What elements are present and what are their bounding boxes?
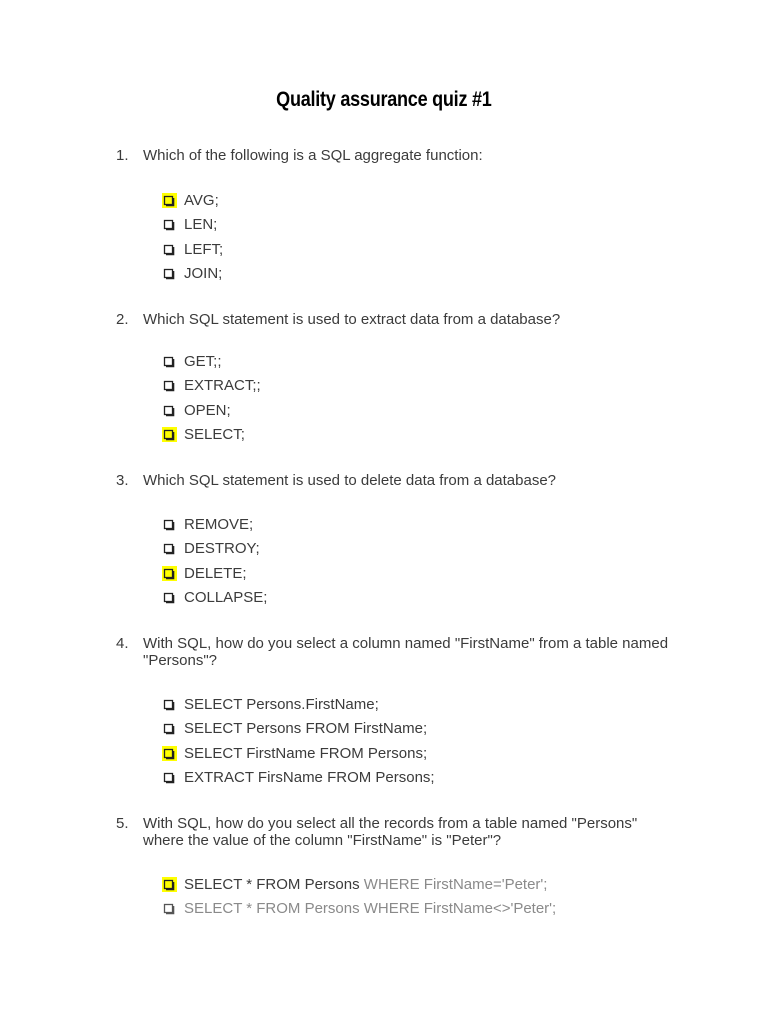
options-list-4: [162, 693, 682, 790]
options-list-5: [162, 873, 682, 922]
checkbox-icon[interactable]: [162, 721, 177, 736]
option-left[interactable]: [162, 238, 682, 262]
option-where-not-peter[interactable]: [162, 897, 682, 921]
page-title: Quality assurance quiz #1: [276, 88, 492, 111]
option-label-part: SELECT * FROM Persons: [184, 876, 364, 893]
option-extract-firsname[interactable]: [162, 766, 682, 790]
option-join[interactable]: [162, 262, 682, 286]
checkbox-icon[interactable]: [162, 193, 177, 208]
question-text: Which SQL statement is used to extract data from a database?: [143, 311, 561, 328]
option-label: LEFT;: [184, 240, 224, 258]
checkbox-icon[interactable]: [162, 746, 177, 761]
option-delete[interactable]: [162, 562, 682, 586]
checkbox-icon[interactable]: [162, 517, 177, 532]
checkbox-icon[interactable]: [162, 403, 177, 418]
question-number: 4.: [116, 635, 129, 652]
option-label-part-faded: WHERE FirstName='Peter';: [363, 876, 548, 893]
question-text: With SQL, how do you select a column named "FirstName" from a table named "Persons"?: [143, 635, 669, 669]
question-3: [116, 472, 676, 489]
checkbox-icon[interactable]: [162, 266, 177, 281]
option-len[interactable]: [162, 213, 682, 237]
option-where-equals-peter[interactable]: [162, 873, 682, 897]
checkbox-icon[interactable]: [162, 242, 177, 257]
checkbox-icon[interactable]: [162, 378, 177, 393]
option-label: DELETE;: [184, 564, 247, 582]
option-select-persons-from-firstname[interactable]: [162, 717, 682, 741]
checkbox-icon[interactable]: [162, 590, 177, 605]
question-1: [116, 147, 676, 164]
checkbox-icon[interactable]: [162, 427, 177, 442]
option-label: AVG;: [184, 192, 219, 209]
option-open[interactable]: [162, 399, 682, 423]
checkbox-icon[interactable]: [162, 770, 177, 785]
option-label: SELECT FirstName FROM Persons;: [184, 744, 428, 762]
question-2: [116, 311, 676, 328]
option-label: EXTRACT FirsName FROM Persons;: [184, 768, 435, 786]
option-extract[interactable]: [162, 374, 682, 398]
option-label: SELECT Persons.FirstName;: [184, 696, 379, 713]
option-label: COLLAPSE;: [184, 588, 268, 606]
option-destroy[interactable]: [162, 537, 682, 561]
checkbox-icon[interactable]: [162, 217, 177, 232]
option-collapse[interactable]: [162, 586, 682, 610]
checkbox-icon[interactable]: [162, 541, 177, 556]
question-text: With SQL, how do you select all the records from a table named "Persons" where the value of the column "FirstName" is "Peter"?: [143, 815, 638, 849]
option-label: GET;;: [184, 353, 222, 370]
question-number: 5.: [116, 815, 129, 832]
option-remove[interactable]: [162, 513, 682, 537]
checkbox-icon[interactable]: [162, 697, 177, 712]
option-select[interactable]: [162, 423, 682, 447]
option-label: JOIN;: [184, 264, 223, 282]
option-label: SELECT;: [184, 425, 245, 443]
option-label: OPEN;: [184, 401, 231, 419]
question-text: Which of the following is a SQL aggregate function:: [143, 147, 483, 164]
options-list-1: [162, 189, 682, 286]
option-label: EXTRACT;;: [184, 377, 261, 395]
option-label: SELECT Persons FROM FirstName;: [184, 720, 428, 738]
question-number: 1.: [116, 147, 129, 164]
option-label: [184, 876, 547, 893]
question-5: [116, 815, 676, 849]
checkbox-icon[interactable]: [162, 877, 177, 892]
options-list-3: [162, 513, 682, 610]
option-label: DESTROY;: [184, 540, 260, 558]
option-select-persons-firstname[interactable]: [162, 693, 682, 717]
question-number: 2.: [116, 311, 129, 328]
option-avg[interactable]: [162, 189, 682, 213]
question-text: Which SQL statement is used to delete data from a database?: [143, 472, 557, 489]
option-label: LEN;: [184, 216, 218, 234]
checkbox-icon[interactable]: [162, 354, 177, 369]
option-select-firstname-from-persons[interactable]: [162, 742, 682, 766]
checkbox-icon[interactable]: [162, 566, 177, 581]
question-4: [116, 635, 676, 669]
option-label: REMOVE;: [184, 516, 254, 533]
option-get[interactable]: [162, 350, 682, 374]
question-number: 3.: [116, 472, 129, 489]
option-label: SELECT * FROM Persons WHERE FirstName<>'Peter';: [184, 900, 557, 918]
options-list-2: [162, 350, 682, 447]
checkbox-icon[interactable]: [162, 901, 177, 916]
